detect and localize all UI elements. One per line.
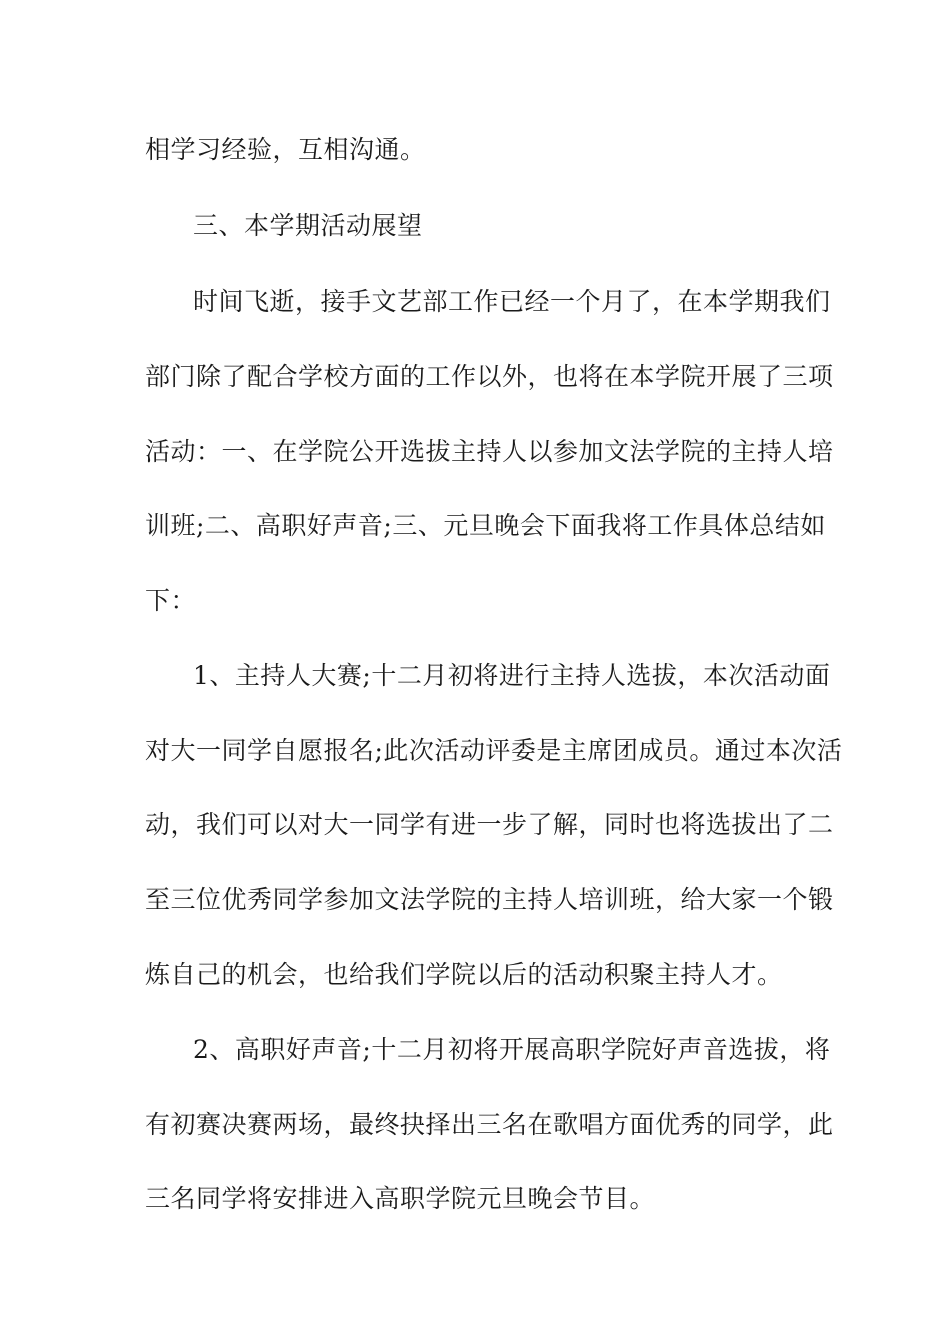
paragraph-line: 三名同学将安排进入高职学院元旦晚会节目。: [145, 1184, 656, 1213]
paragraph-line: 有初赛决赛两场，最终抉择出三名在歌唱方面优秀的同学，此: [145, 1110, 834, 1139]
paragraph-line: 动，我们可以对大一同学有进一步了解，同时也将选拔出了二: [145, 810, 834, 839]
paragraph-line: 1、主持人大赛;十二月初将进行主持人选拔，本次活动面: [193, 661, 831, 690]
paragraph-line: 至三位优秀同学参加文法学院的主持人培训班，给大家一个锻: [145, 885, 834, 914]
paragraph-line: 2、高职好声音;十二月初将开展高职学院好声音选拔，将: [193, 1035, 831, 1064]
paragraph-line: 部门除了配合学校方面的工作以外，也将在本学院开展了三项: [145, 362, 834, 391]
paragraph-line: 对大一同学自愿报名;此次活动评委是主席团成员。通过本次活: [145, 736, 843, 765]
paragraph-line: 炼自己的机会，也给我们学院以后的活动积聚主持人才。: [145, 960, 783, 989]
section-heading: 三、本学期活动展望: [193, 211, 423, 240]
paragraph-line: 相学习经验，互相沟通。: [145, 135, 426, 164]
paragraph-line: 训班;二、高职好声音;三、元旦晚会下面我将工作具体总结如: [145, 511, 826, 540]
paragraph-line: 时间飞逝，接手文艺部工作已经一个月了，在本学期我们: [193, 287, 831, 316]
paragraph-line: 活动：一、在学院公开选拔主持人以参加文法学院的主持人培: [145, 437, 834, 466]
paragraph-line: 下：: [145, 586, 197, 615]
